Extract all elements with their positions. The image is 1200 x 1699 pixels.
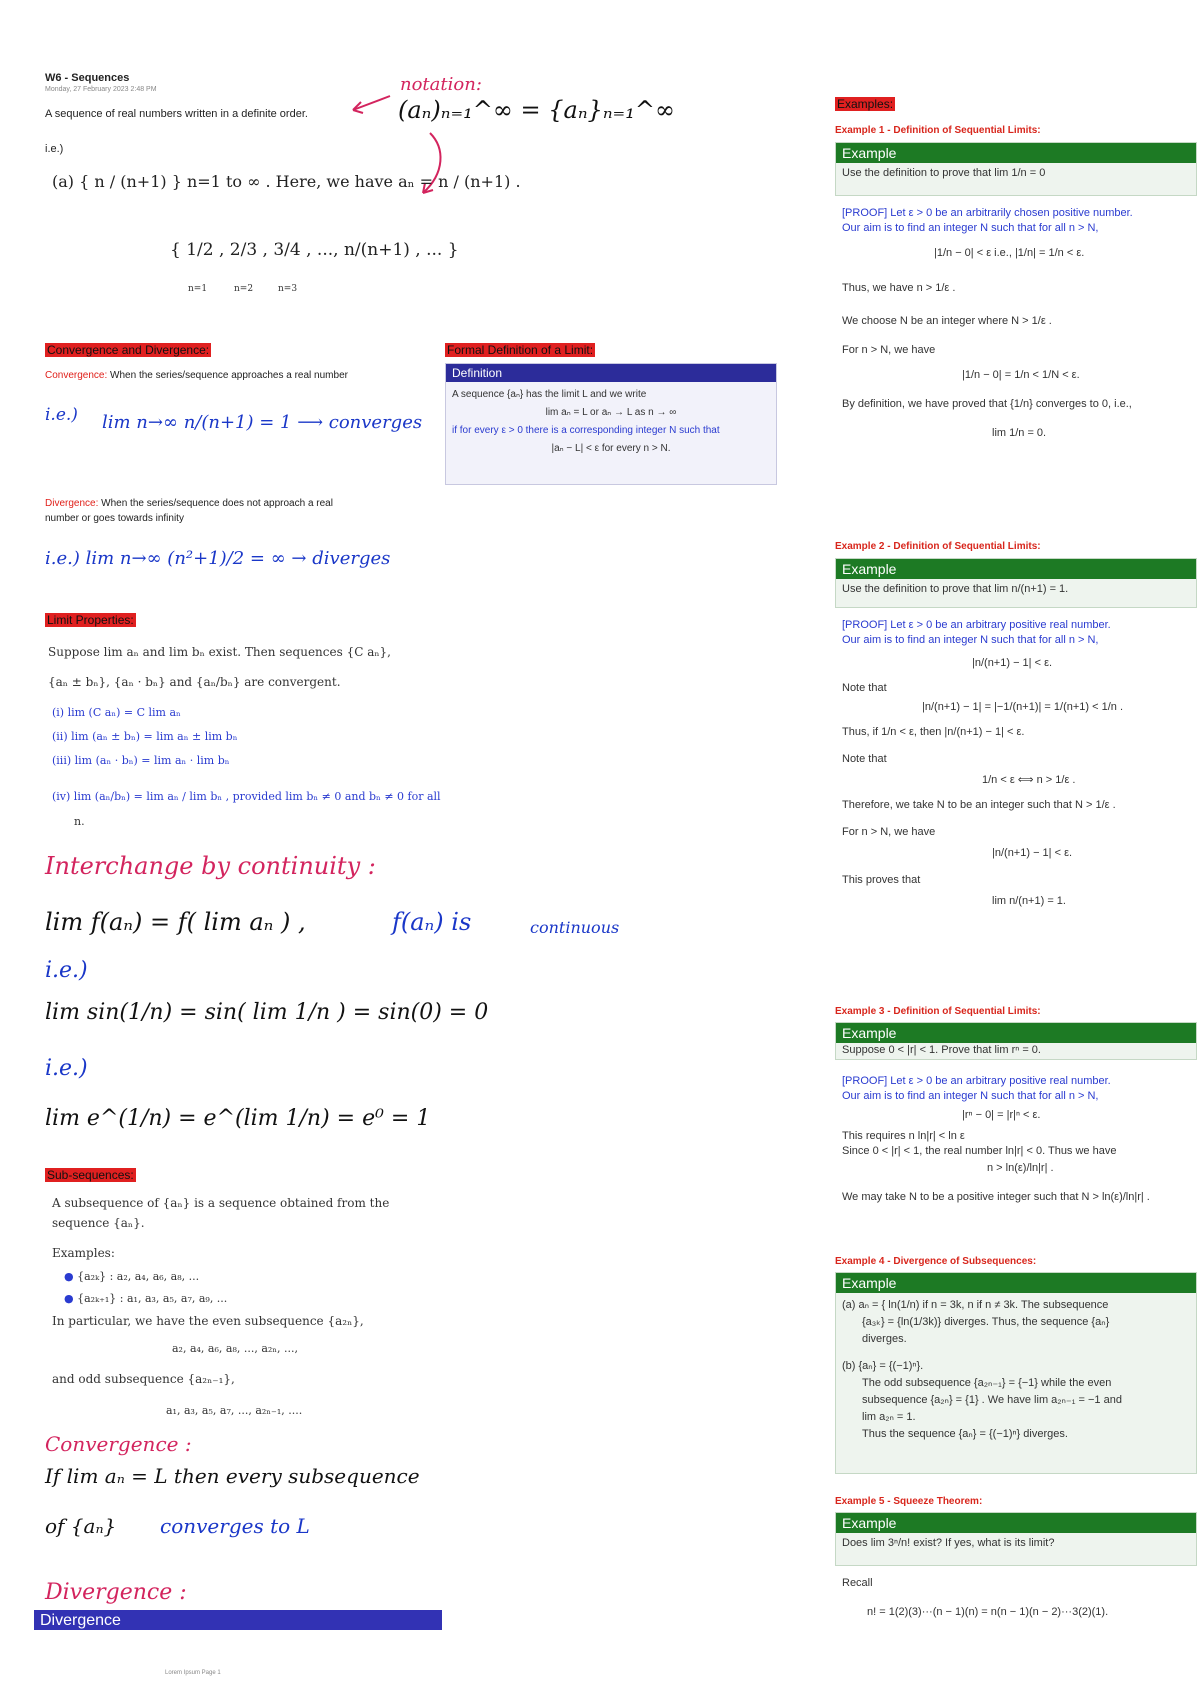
ex4-b5: Thus the sequence {aₙ} = {(−1)ⁿ} diverges. (862, 1428, 1068, 1440)
def-line-2: lim aₙ = L or aₙ → L as n → ∞ (545, 407, 677, 418)
ex3-proof: [PROOF] Let ε > 0 be an arbitrary positive real number. Our aim is to find an integer N such that for all n > N, |rⁿ − 0| = |r|ⁿ < ε. This requires n ln|r| < ln ε Since 0 < |r| < 1, the real number ln|r| < 0. Thus we have n > ln(ε)/ln|r| . We may take N to be a positive integer such that N > ln(ε)/ln|r| . (842, 1075, 1150, 1203)
limit-prop-1: (i) lim (C aₙ) = C lim aₙ (52, 706, 181, 719)
interchange-ie-1: i.e.) (45, 958, 88, 983)
example-a: (a) { n / (n+1) } n=1 to ∞ . Here, we have aₙ = n / (n+1) . (52, 172, 521, 191)
limit-props-intro-2: {aₙ ± bₙ}, {aₙ · bₙ} and {aₙ/bₙ} are convergent. (48, 675, 341, 689)
definition-box (445, 363, 777, 485)
ex2-box-title: Example (836, 559, 1196, 579)
subseq-def-1: A subsequence of {aₙ} is a sequence obtained from the (52, 1196, 390, 1210)
ex4-box (835, 1272, 1197, 1474)
underbrace-3: n=3 (278, 284, 298, 294)
subseq-conv-line-2a: of {aₙ} (45, 1514, 117, 1538)
ex4-a1: (a) aₙ = { ln(1/n) if n = 3k, n if n ≠ 3k. The subsequence (842, 1299, 1109, 1311)
ex5-box-title: Example (836, 1513, 1196, 1533)
subseq-heading: Sub-sequences: (47, 1168, 134, 1182)
ex3-box (835, 1022, 1197, 1060)
interchange-ex-2: lim e^(1/n) = e^(lim 1/n) = e⁰ = 1 (45, 1106, 431, 1131)
interchange-ie-2: i.e.) (45, 1056, 88, 1081)
subseq-odd-intro: and odd subsequence {a₂ₙ₋₁}, (52, 1372, 235, 1386)
def-line-4: |aₙ − L| < ε for every n > N. (551, 443, 671, 454)
ex4-b2: The odd subsequence {a₂ₙ₋₁} = {−1} while the even (862, 1377, 1112, 1389)
ex4-box-title: Example (836, 1273, 1196, 1293)
ex1-proof: [PROOF] Let ε > 0 be an arbitrarily chosen positive number. Our aim is to find an integer N such that for all n > N, |1/n − 0| < ε i.e., |1/n| = 1/n < ε. Thus, we have n > 1/ε . We choose N be an integer where N > 1/ε . For n > N, we have |1/n − 0| = 1/n < 1/N < ε. By definition, we have proved that {1/n} converges to 0, i.e., lim 1/n = 0. (842, 207, 1133, 439)
ex1-box (835, 142, 1197, 196)
div-def: Divergence: When the series/sequence does not approach a real number or goes towards infinity (45, 498, 333, 524)
ex1-label: Example 1 - Definition of Sequential Limits: (835, 125, 1041, 136)
examples-heading: Examples: (837, 97, 894, 111)
interchange-heading: Interchange by continuity : (45, 852, 376, 880)
subseq-conv-line-1: If lim aₙ = L then every subsequence (45, 1464, 420, 1488)
limit-prop-2: (ii) lim (aₙ ± bₙ) = lim aₙ ± lim bₙ (52, 730, 238, 743)
ex5-box (835, 1512, 1197, 1566)
subseq-odd-seq: a₁, a₃, a₅, a₇, ..., a₂ₙ₋₁, .... (166, 1404, 303, 1417)
continuous-label: continuous (530, 918, 620, 937)
conv-hand: lim n→∞ n/(n+1) = 1 ⟶ converges (102, 412, 423, 433)
formal-def-heading: Formal Definition of a Limit: (447, 343, 594, 357)
subseq-conv-line-2b: converges to L (160, 1514, 310, 1538)
subseq-div-label: Divergence : (45, 1580, 187, 1605)
limit-props-heading: Limit Properties: (47, 613, 134, 627)
limit-props-intro-1: Suppose lim aₙ and lim bₙ exist. Then sequences {C aₙ}, (48, 645, 391, 659)
ex3-box-title: Example (836, 1023, 1196, 1043)
def-line-3: if for every ε > 0 there is a corresponding integer N such that (452, 425, 720, 436)
definition-box-title: Definition (446, 364, 776, 382)
subseq-even-seq: a₂, a₄, a₆, a₈, ..., a₂ₙ, ..., (172, 1342, 299, 1355)
subseq-conv-label: Convergence : (45, 1432, 192, 1456)
ex2-box-text: Use the definition to prove that lim n/(n+1) = 1. (842, 583, 1069, 595)
underbrace-1: n=1 (188, 284, 208, 294)
interchange-formula: lim f(aₙ) = f( lim aₙ ) , (45, 908, 306, 936)
def-line-1: A sequence {aₙ} has the limit L and we write (452, 389, 647, 400)
ex5-box-text: Does lim 3ⁿ/n! exist? If yes, what is its limit? (842, 1537, 1055, 1549)
limit-prop-3: (iii) lim (aₙ · bₙ) = lim aₙ · lim bₙ (52, 754, 230, 767)
example-set: { 1/2 , 2/3 , 3/4 , ..., n/(n+1) , ... } (170, 240, 459, 260)
ex4-b3: subsequence {a₂ₙ} = {1} . We have lim a₂ₙ₋₁ = −1 and (862, 1394, 1122, 1406)
notation-formula: (aₙ)ₙ₌₁^∞ = {aₙ}ₙ₌₁^∞ (398, 96, 675, 124)
conv-def: Convergence: When the series/sequence approaches a real number (45, 370, 348, 381)
subseq-particular: In particular, we have the even subsequence {a₂ₙ}, (52, 1314, 364, 1328)
notation-label: notation: (400, 74, 482, 95)
ex5-proof: Recall n! = 1(2)(3)···(n − 1)(n) = n(n − 1)(n − 2)···3(2)(1). (842, 1577, 1109, 1618)
ex2-label: Example 2 - Definition of Sequential Limits: (835, 541, 1041, 552)
conv-ie: i.e.) (45, 405, 78, 425)
ex4-a2: {a₃ₖ} = {ln(1/3k)} diverges. Thus, the sequence {aₙ} (862, 1316, 1110, 1328)
interchange-formula-tail: f(aₙ) is (392, 908, 472, 936)
page-title: W6 - Sequences (45, 72, 130, 84)
ex1-box-title: Example (836, 143, 1196, 163)
conv-div-heading: Convergence and Divergence: (47, 343, 210, 357)
ex4-label: Example 4 - Divergence of Subsequences: (835, 1256, 1037, 1267)
ex1-box-text: Use the definition to prove that lim 1/n = 0 (842, 167, 1046, 179)
ex4-b4: lim a₂ₙ = 1. (862, 1411, 916, 1423)
footer: Lorem Ipsum Page 1 (165, 1670, 221, 1676)
interchange-ex-1: lim sin(1/n) = sin( lim 1/n ) = sin(0) = 0 (45, 1000, 489, 1025)
limit-prop-4-tail: n. (74, 815, 85, 828)
ex5-label: Example 5 - Squeeze Theorem: (835, 1496, 983, 1507)
ie-label: i.e.) (45, 143, 64, 155)
ex4-a3: diverges. (862, 1333, 907, 1345)
subseq-bullet-2: ● {a₂ₖ₊₁} : a₁, a₃, a₅, a₇, a₉, ... (64, 1292, 228, 1305)
underbrace-2: n=2 (234, 284, 254, 294)
subseq-bullet-1: ● {a₂ₖ} : a₂, a₄, a₆, a₈, ... (64, 1270, 200, 1283)
page-date: Monday, 27 February 2023 2:48 PM (45, 86, 157, 93)
subseq-def-2: sequence {aₙ}. (52, 1216, 145, 1230)
ex2-proof: [PROOF] Let ε > 0 be an arbitrary positive real number. Our aim is to find an integer N such that for all n > N, |n/(n+1) − 1| < ε. Note that |n/(n+1) − 1| = |−1/(n+1)| = 1/(n+1) < 1/n . Thus, if 1/n < ε, then |n/(n+1) − 1| < ε. Note that 1/n < ε ⟺ n > 1/ε . Therefore, we take N to be an integer such that N > 1/ε . For n > N, we have |n/(n+1) − 1| < ε. This proves that lim n/(n+1) = 1. (842, 619, 1123, 907)
limit-prop-4: (iv) lim (aₙ/bₙ) = lim aₙ / lim bₙ , provided lim bₙ ≠ 0 and bₙ ≠ 0 for all (52, 790, 441, 803)
div-hand: i.e.) lim n→∞ (n²+1)/2 = ∞ → diverges (45, 548, 391, 569)
ex3-label: Example 3 - Definition of Sequential Limits: (835, 1006, 1041, 1017)
ex4-b1: (b) {aₙ} = {(−1)ⁿ}. (842, 1360, 924, 1372)
subseq-examples-label: Examples: (52, 1246, 115, 1260)
ex2-box (835, 558, 1197, 608)
intro-text: A sequence of real numbers written in a definite order. (45, 108, 308, 120)
divergence-bar: Divergence (34, 1610, 442, 1630)
ex3-box-text: Suppose 0 < |r| < 1. Prove that lim rⁿ = 0. (842, 1044, 1041, 1056)
